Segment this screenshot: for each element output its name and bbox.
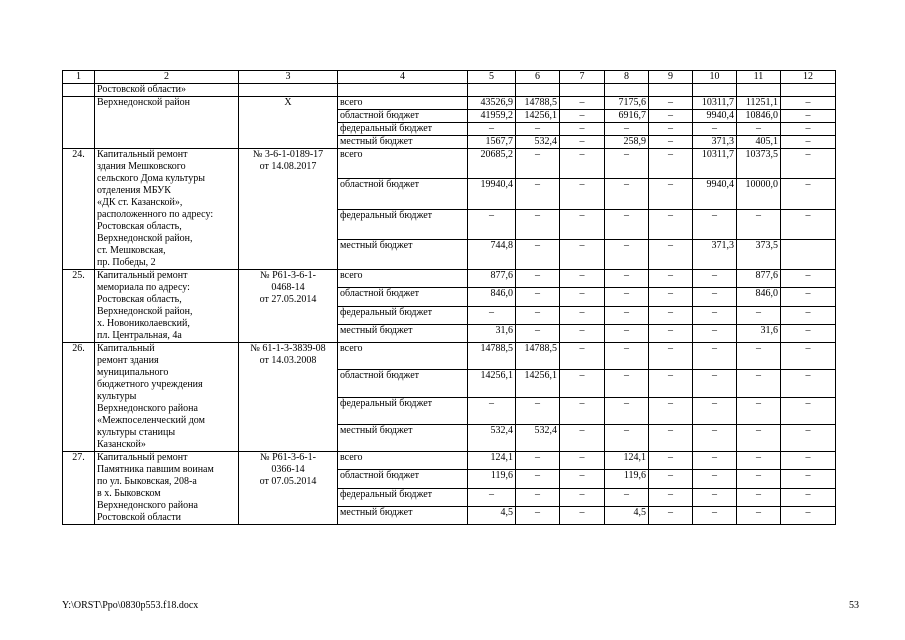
object-name xyxy=(95,97,239,149)
value-cell: – xyxy=(605,270,649,288)
value-cell: – xyxy=(781,370,836,397)
document-number-line: Х xyxy=(284,97,292,108)
value-cell: – xyxy=(516,506,560,524)
value-cell: 405,1 xyxy=(737,136,781,149)
value-cell: – xyxy=(516,397,560,424)
object-name-line: Верхнедонской район, xyxy=(97,233,193,244)
page-number: 53 xyxy=(849,600,859,611)
object-name xyxy=(95,452,239,525)
object-name-line: Верхнедонского района xyxy=(97,403,198,414)
column-number-10: 10 xyxy=(693,71,737,84)
value-cell: – xyxy=(649,506,693,524)
value-cell: 532,4 xyxy=(468,424,516,451)
value-cell: – xyxy=(468,397,516,424)
value-cell: – xyxy=(737,424,781,451)
row-number: 24. xyxy=(63,149,95,270)
value-cell: – xyxy=(560,239,605,269)
value-cell: 10373,5 xyxy=(737,149,781,179)
value-cell: – xyxy=(737,470,781,488)
object-name-line: Капитальный ремонт xyxy=(97,452,188,463)
document-number xyxy=(239,97,338,149)
value-cell: – xyxy=(516,270,560,288)
value-cell: 31,6 xyxy=(468,324,516,342)
document-number xyxy=(239,149,338,270)
column-number-4: 4 xyxy=(338,71,468,84)
object-name-line: муниципального xyxy=(97,367,169,378)
value-cell: – xyxy=(560,506,605,524)
value-cell: 20685,2 xyxy=(468,149,516,179)
value-cell: – xyxy=(516,488,560,506)
value-cell: 4,5 xyxy=(605,506,649,524)
object-name-line: здания Мешковского xyxy=(97,161,186,172)
funding-source: федеральный бюджет xyxy=(338,397,468,424)
value-cell: – xyxy=(649,136,693,149)
value-cell: – xyxy=(649,288,693,306)
value-cell: – xyxy=(737,306,781,324)
object-name-line: ремонт здания xyxy=(97,355,159,366)
column-number-3: 3 xyxy=(239,71,338,84)
funding-source: местный бюджет xyxy=(338,424,468,451)
value-cell: – xyxy=(605,424,649,451)
object-name xyxy=(95,149,239,270)
value-cell: – xyxy=(781,488,836,506)
value-cell: 9940,4 xyxy=(693,110,737,123)
value-cell: – xyxy=(605,488,649,506)
document-number-line: № Р61-3-6-1- xyxy=(260,270,316,281)
value-cell: – xyxy=(560,370,605,397)
continuation-empty-cell xyxy=(737,84,781,97)
value-cell: – xyxy=(693,270,737,288)
continuation-empty-cell xyxy=(239,84,338,97)
value-cell: 532,4 xyxy=(516,424,560,451)
value-cell: – xyxy=(468,306,516,324)
value-cell: 119,6 xyxy=(468,470,516,488)
value-cell: – xyxy=(693,209,737,239)
funding-source: местный бюджет xyxy=(338,239,468,269)
object-name xyxy=(95,343,239,452)
row-number: 27. xyxy=(63,452,95,525)
value-cell: 846,0 xyxy=(737,288,781,306)
object-name-line: в х. Быковском xyxy=(97,488,161,499)
value-cell: – xyxy=(516,123,560,136)
value-cell: – xyxy=(605,209,649,239)
value-cell: – xyxy=(781,123,836,136)
object-name-line: по ул. Быковская, 208-а xyxy=(97,476,197,487)
object-name-line: культуры станицы xyxy=(97,427,176,438)
table-row xyxy=(63,149,836,179)
column-number-11: 11 xyxy=(737,71,781,84)
value-cell: – xyxy=(693,397,737,424)
value-cell: 41959,2 xyxy=(468,110,516,123)
object-name-line: культуры xyxy=(97,391,137,402)
funding-source: всего xyxy=(338,97,468,110)
value-cell: – xyxy=(649,97,693,110)
funding-source: областной бюджет xyxy=(338,179,468,209)
value-cell: – xyxy=(605,179,649,209)
value-cell: 4,5 xyxy=(468,506,516,524)
value-cell: – xyxy=(693,123,737,136)
value-cell: 14256,1 xyxy=(516,370,560,397)
continuation-text: Ростовской области» xyxy=(95,84,239,97)
continuation-row xyxy=(63,84,836,97)
value-cell: – xyxy=(605,306,649,324)
value-cell: – xyxy=(737,123,781,136)
object-name-line: Ростовская область, xyxy=(97,221,182,232)
funding-source: всего xyxy=(338,452,468,470)
funding-source: местный бюджет xyxy=(338,136,468,149)
value-cell: – xyxy=(737,370,781,397)
object-name-line: Памятника павшим воинам xyxy=(97,464,214,475)
continuation-empty-cell xyxy=(693,84,737,97)
column-number-8: 8 xyxy=(605,71,649,84)
document-number-line: 0468-14 xyxy=(271,282,305,293)
value-cell: 10311,7 xyxy=(693,149,737,179)
funding-source: областной бюджет xyxy=(338,288,468,306)
value-cell: – xyxy=(737,397,781,424)
continuation-empty-cell xyxy=(605,84,649,97)
value-cell xyxy=(781,239,836,269)
header-row xyxy=(63,71,836,84)
value-cell: – xyxy=(560,149,605,179)
value-cell: – xyxy=(560,270,605,288)
document-number-line: от 27.05.2014 xyxy=(259,294,317,305)
value-cell: 10311,7 xyxy=(693,97,737,110)
funding-source: федеральный бюджет xyxy=(338,123,468,136)
value-cell: – xyxy=(560,288,605,306)
document-number xyxy=(239,343,338,452)
document-number-line: от 14.03.2008 xyxy=(259,355,317,366)
value-cell: – xyxy=(693,506,737,524)
value-cell: 14256,1 xyxy=(468,370,516,397)
value-cell: – xyxy=(781,288,836,306)
value-cell: – xyxy=(649,179,693,209)
object-name-line: сельского Дома культуры xyxy=(97,173,205,184)
funding-source: всего xyxy=(338,270,468,288)
column-number-5: 5 xyxy=(468,71,516,84)
value-cell: – xyxy=(649,239,693,269)
value-cell: – xyxy=(560,209,605,239)
value-cell: 846,0 xyxy=(468,288,516,306)
value-cell: – xyxy=(605,324,649,342)
funding-source: федеральный бюджет xyxy=(338,306,468,324)
object-name xyxy=(95,270,239,343)
value-cell: 14788,5 xyxy=(468,343,516,370)
value-cell: 1567,7 xyxy=(468,136,516,149)
value-cell: – xyxy=(560,470,605,488)
continuation-empty-cell xyxy=(781,84,836,97)
object-name-line: Капитальный ремонт xyxy=(97,270,188,281)
value-cell: – xyxy=(693,306,737,324)
value-cell: – xyxy=(781,149,836,179)
value-cell: – xyxy=(693,452,737,470)
value-cell: – xyxy=(516,179,560,209)
value-cell: – xyxy=(781,506,836,524)
continuation-empty-cell xyxy=(560,84,605,97)
funding-source: областной бюджет xyxy=(338,370,468,397)
funding-source: областной бюджет xyxy=(338,470,468,488)
value-cell: – xyxy=(649,424,693,451)
value-cell: – xyxy=(781,179,836,209)
document-number-line: от 14.08.2017 xyxy=(259,161,317,172)
table-row xyxy=(63,452,836,470)
value-cell: 7175,6 xyxy=(605,97,649,110)
value-cell: – xyxy=(560,452,605,470)
continuation-empty-cell xyxy=(338,84,468,97)
row-number xyxy=(63,97,95,149)
value-cell: – xyxy=(516,452,560,470)
value-cell: – xyxy=(693,488,737,506)
value-cell: – xyxy=(560,343,605,370)
value-cell: 371,3 xyxy=(693,136,737,149)
object-name-line: ст. Мешковская, xyxy=(97,245,166,256)
row-number: 25. xyxy=(63,270,95,343)
continuation-empty-cell xyxy=(516,84,560,97)
value-cell: – xyxy=(737,488,781,506)
value-cell: – xyxy=(468,209,516,239)
value-cell: – xyxy=(781,424,836,451)
value-cell: – xyxy=(649,324,693,342)
value-cell: – xyxy=(560,179,605,209)
document-number-line: от 07.05.2014 xyxy=(259,476,317,487)
document-number-line: № 61-1-3-3839-08 xyxy=(250,343,326,354)
funding-source: местный бюджет xyxy=(338,506,468,524)
value-cell: 744,8 xyxy=(468,239,516,269)
document-number-line: № 3-6-1-0189-17 xyxy=(252,149,324,160)
value-cell: – xyxy=(781,110,836,123)
object-name-line: х. Новониколаевский, xyxy=(97,318,190,329)
value-cell: – xyxy=(605,370,649,397)
object-name-line: Верхнедонской район, xyxy=(97,306,193,317)
value-cell: 31,6 xyxy=(737,324,781,342)
value-cell: – xyxy=(693,324,737,342)
value-cell: 19940,4 xyxy=(468,179,516,209)
column-number-9: 9 xyxy=(649,71,693,84)
funding-source: областной бюджет xyxy=(338,110,468,123)
value-cell: 371,3 xyxy=(693,239,737,269)
value-cell: – xyxy=(649,370,693,397)
object-name-line: Казанской» xyxy=(97,439,146,450)
object-name-line: Верхнедонской район xyxy=(97,97,190,108)
object-name-line: «Межпоселенческий дом xyxy=(97,415,205,426)
value-cell: – xyxy=(649,397,693,424)
value-cell: 877,6 xyxy=(468,270,516,288)
value-cell: – xyxy=(560,324,605,342)
value-cell: – xyxy=(649,270,693,288)
value-cell: – xyxy=(560,488,605,506)
value-cell: – xyxy=(516,209,560,239)
funding-source: всего xyxy=(338,149,468,179)
table-row xyxy=(63,343,836,370)
value-cell: – xyxy=(781,209,836,239)
value-cell: – xyxy=(649,470,693,488)
value-cell: 43526,9 xyxy=(468,97,516,110)
value-cell: – xyxy=(605,288,649,306)
funding-source: всего xyxy=(338,343,468,370)
value-cell: 14788,5 xyxy=(516,343,560,370)
object-name-line: пл. Центральная, 4а xyxy=(97,330,182,341)
value-cell: – xyxy=(781,306,836,324)
continuation-empty-cell xyxy=(649,84,693,97)
column-number-7: 7 xyxy=(560,71,605,84)
value-cell: 877,6 xyxy=(737,270,781,288)
object-name-line: Верхнедонского района xyxy=(97,500,198,511)
value-cell: – xyxy=(468,123,516,136)
value-cell: – xyxy=(605,123,649,136)
column-number-1: 1 xyxy=(63,71,95,84)
value-cell: – xyxy=(605,149,649,179)
document-number xyxy=(239,270,338,343)
value-cell: – xyxy=(560,397,605,424)
object-name-line: Ростовская область, xyxy=(97,294,182,305)
value-cell: – xyxy=(649,306,693,324)
continuation-empty-cell xyxy=(468,84,516,97)
value-cell: 373,5 xyxy=(737,239,781,269)
value-cell: – xyxy=(693,343,737,370)
value-cell: 6916,7 xyxy=(605,110,649,123)
value-cell: – xyxy=(649,209,693,239)
budget-table xyxy=(62,70,836,525)
value-cell: – xyxy=(693,370,737,397)
value-cell: 10846,0 xyxy=(737,110,781,123)
table-row xyxy=(63,97,836,110)
value-cell: – xyxy=(560,306,605,324)
value-cell: – xyxy=(468,488,516,506)
value-cell: 14788,5 xyxy=(516,97,560,110)
table-row xyxy=(63,270,836,288)
value-cell: 14256,1 xyxy=(516,110,560,123)
value-cell: – xyxy=(781,470,836,488)
object-name-line: Капитальный ремонт xyxy=(97,149,188,160)
object-name-line: отделения МБУК xyxy=(97,185,171,196)
value-cell: – xyxy=(560,97,605,110)
funding-source: местный бюджет xyxy=(338,324,468,342)
value-cell: – xyxy=(605,343,649,370)
file-path: Y:\ORST\Ppo\0830p553.f18.docx xyxy=(62,600,199,611)
value-cell: – xyxy=(516,288,560,306)
value-cell: – xyxy=(649,343,693,370)
funding-source: федеральный бюджет xyxy=(338,488,468,506)
value-cell: 9940,4 xyxy=(693,179,737,209)
value-cell: – xyxy=(560,424,605,451)
value-cell: – xyxy=(693,470,737,488)
value-cell: 532,4 xyxy=(516,136,560,149)
value-cell: 10000,0 xyxy=(737,179,781,209)
document-number-line: № Р61-3-6-1- xyxy=(260,452,316,463)
object-name-line: Капитальный xyxy=(97,343,155,354)
value-cell: – xyxy=(781,397,836,424)
value-cell: 11251,1 xyxy=(737,97,781,110)
value-cell: – xyxy=(516,470,560,488)
value-cell: – xyxy=(560,110,605,123)
value-cell: – xyxy=(737,209,781,239)
value-cell: – xyxy=(781,270,836,288)
value-cell: 124,1 xyxy=(605,452,649,470)
object-name-line: пр. Победы, 2 xyxy=(97,257,156,268)
funding-source: федеральный бюджет xyxy=(338,209,468,239)
value-cell: – xyxy=(737,506,781,524)
column-number-6: 6 xyxy=(516,71,560,84)
value-cell: – xyxy=(516,149,560,179)
value-cell: – xyxy=(781,452,836,470)
value-cell: – xyxy=(693,424,737,451)
object-name-line: «ДК ст. Казанской», xyxy=(97,197,183,208)
row-number: 26. xyxy=(63,343,95,452)
value-cell: 258,9 xyxy=(605,136,649,149)
value-cell: – xyxy=(605,239,649,269)
value-cell: – xyxy=(649,110,693,123)
value-cell: – xyxy=(693,288,737,306)
value-cell: – xyxy=(649,123,693,136)
document-number-line: 0366-14 xyxy=(271,464,305,475)
value-cell: – xyxy=(781,343,836,370)
value-cell: 124,1 xyxy=(468,452,516,470)
object-name-line: Ростовской области xyxy=(97,512,181,523)
value-cell: – xyxy=(605,397,649,424)
value-cell: – xyxy=(737,343,781,370)
value-cell: – xyxy=(516,239,560,269)
value-cell: – xyxy=(560,123,605,136)
value-cell: – xyxy=(781,97,836,110)
value-cell: – xyxy=(649,149,693,179)
value-cell: – xyxy=(649,488,693,506)
value-cell: – xyxy=(781,136,836,149)
document-number xyxy=(239,452,338,525)
object-name-line: бюджетного учреждения xyxy=(97,379,203,390)
value-cell: – xyxy=(516,324,560,342)
object-name-line: расположенного по адресу: xyxy=(97,209,214,220)
value-cell: – xyxy=(781,324,836,342)
continuation-num-cell xyxy=(63,84,95,97)
column-number-12: 12 xyxy=(781,71,836,84)
value-cell: 119,6 xyxy=(605,470,649,488)
value-cell: – xyxy=(649,452,693,470)
value-cell: – xyxy=(737,452,781,470)
value-cell: – xyxy=(516,306,560,324)
value-cell: – xyxy=(560,136,605,149)
object-name-line: мемориала по адресу: xyxy=(97,282,190,293)
column-number-2: 2 xyxy=(95,71,239,84)
